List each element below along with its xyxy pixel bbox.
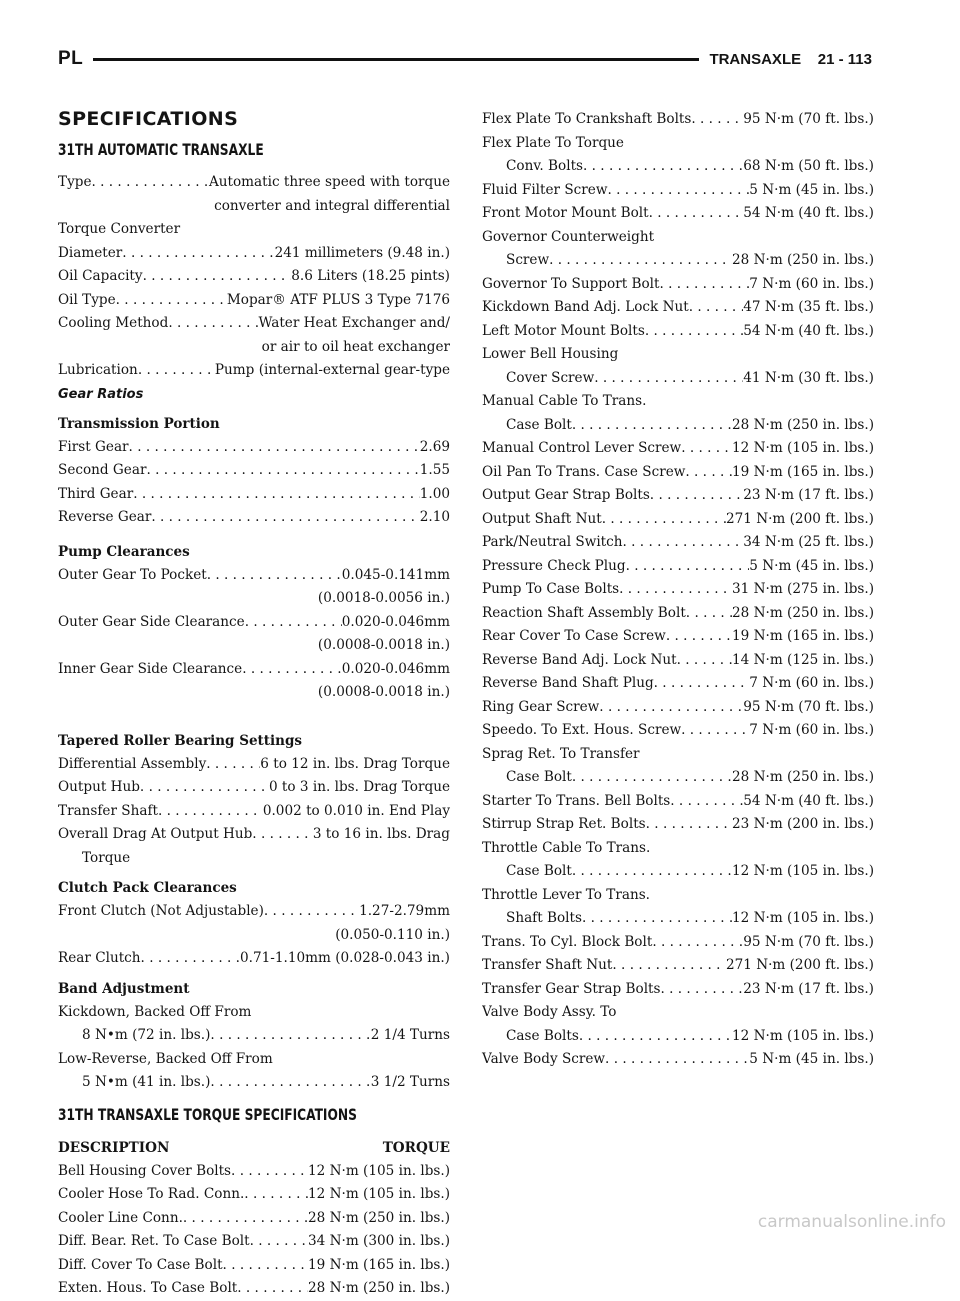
torque-row: Kickdown Band Adj. Lock Nut . . . 47 N·m (35 ft. lbs.): [482, 296, 874, 320]
band-row: 8 N•m (72 in. lbs.) . . . 2 1/4 Turns: [58, 1024, 450, 1048]
column-header-description: DESCRIPTION: [58, 1139, 170, 1156]
header-rule: [93, 58, 699, 61]
torque-row: Diff. Bear. Ret. To Case Bolt . . . 34 N·m (300 in. lbs.): [58, 1230, 450, 1254]
right-column: [482, 108, 874, 1072]
subheading-gear-ratios: Gear Ratios: [58, 386, 144, 402]
torque-row: Exten. Hous. To Case Bolt . . . 28 N·m (250 in. lbs.): [58, 1277, 450, 1301]
torque-row: Output Shaft Nut . . . 271 N·m (200 ft. lbs.): [482, 508, 874, 532]
section-heading-transaxle: 31TH AUTOMATIC TRANSAXLE: [58, 140, 264, 159]
watermark: carmanualsonline.info: [757, 1212, 946, 1232]
column-header-torque: TORQUE: [382, 1139, 450, 1156]
torque-row: Rear Cover To Case Screw . . . 19 N·m (165 in. lbs.): [482, 625, 874, 649]
clearance-row: Outer Gear Side Clearance . . . 0.020-0.046mm: [58, 611, 450, 635]
torque-row: Ring Gear Screw . . . 95 N·m (70 ft. lbs.): [482, 696, 874, 720]
bearing-row: Differential Assembly . . . 6 to 12 in. lbs. Drag Torque: [58, 753, 450, 777]
spec-continuation: (0.050-0.110 in.): [335, 926, 450, 943]
torque-row: Case Bolt . . . 12 N·m (105 in. lbs.): [482, 860, 874, 884]
spec-label: Torque Converter: [58, 221, 181, 237]
ratio-row: First Gear . . . 2.69: [58, 436, 450, 460]
torque-label: Lower Bell Housing: [482, 346, 619, 362]
torque-row: Flex Plate To Crankshaft Bolts . . . 95 N·m (70 ft. lbs.): [482, 108, 874, 132]
torque-row: Fluid Filter Screw . . . 5 N·m (45 in. lbs.): [482, 179, 874, 203]
spec-row: Cooling Method . . . Water Heat Exchanger and/: [58, 312, 450, 336]
torque-row: Pressure Check Plug . . . 5 N·m (45 in. lbs.): [482, 555, 874, 579]
torque-row: Left Motor Mount Bolts . . . 54 N·m (40 ft. lbs.): [482, 320, 874, 344]
spec-row: Type . . . Automatic three speed with torque: [58, 171, 450, 195]
group-title: Band Adjustment: [58, 980, 190, 997]
torque-row: Reaction Shaft Assembly Bolt . . . 28 N·m (250 in. lbs.): [482, 602, 874, 626]
torque-label: Manual Cable To Trans.: [482, 393, 647, 409]
torque-row: Cover Screw . . . 41 N·m (30 ft. lbs.): [482, 367, 874, 391]
clearance-row: Outer Gear To Pocket . . . 0.045-0.141mm: [58, 564, 450, 588]
torque-row: Reverse Band Adj. Lock Nut . . . 14 N·m (125 in. lbs.): [482, 649, 874, 673]
torque-row: Trans. To Cyl. Block Bolt . . . 95 N·m (70 ft. lbs.): [482, 931, 874, 955]
spec-continuation: (0.0008-0.0018 in.): [317, 684, 450, 700]
torque-row: Front Motor Mount Bolt . . . 54 N·m (40 ft. lbs.): [482, 202, 874, 226]
torque-row: Bell Housing Cover Bolts . . . 12 N·m (105 in. lbs.): [58, 1160, 450, 1184]
bearing-row: Transfer Shaft . . . 0.002 to 0.010 in. End Play: [58, 800, 450, 824]
spec-continuation: (0.0018-0.0056 in.): [317, 590, 450, 606]
group-title: Pump Clearances: [58, 543, 190, 560]
torque-label: Sprag Ret. To Transfer: [482, 745, 640, 762]
ratio-row: Third Gear . . . 1.00: [58, 483, 450, 507]
clutch-row: Rear Clutch . . . 0.71-1.10mm (0.028-0.043 in.): [58, 947, 450, 971]
torque-label: Governor Counterweight: [482, 228, 655, 245]
left-column: [58, 108, 450, 1301]
torque-row: Governor To Support Bolt . . . 7 N·m (60 in. lbs.): [482, 273, 874, 297]
torque-row: Valve Body Screw . . . 5 N·m (45 in. lbs.): [482, 1048, 874, 1072]
spec-row: Oil Capacity . . . 8.6 Liters (18.25 pints): [58, 265, 450, 289]
spec-continuation: converter and integral differential: [214, 197, 450, 214]
torque-row: Shaft Bolts . . . 12 N·m (105 in. lbs.): [482, 907, 874, 931]
torque-row: Reverse Band Shaft Plug . . . 7 N·m (60 in. lbs.): [482, 672, 874, 696]
bearing-row: Overall Drag At Output Hub . . . 3 to 16 in. lbs. Drag: [58, 823, 450, 847]
torque-row: Cooler Line Conn. . . . 28 N·m (250 in. lbs.): [58, 1207, 450, 1231]
torque-row: Output Gear Strap Bolts . . . 23 N·m (17 ft. lbs.): [482, 484, 874, 508]
torque-row: Cooler Hose To Rad. Conn. . . . 12 N·m (105 in. lbs.): [58, 1183, 450, 1207]
ratio-row: Reverse Gear . . . 2.10: [58, 506, 450, 530]
torque-row: Transfer Gear Strap Bolts . . . 23 N·m (17 ft. lbs.): [482, 978, 874, 1002]
group-title: Transmission Portion: [58, 415, 220, 432]
spec-label: Kickdown, Backed Off From: [58, 1003, 252, 1020]
torque-row: Stirrup Strap Ret. Bolts . . . 23 N·m (200 in. lbs.): [482, 813, 874, 837]
spec-row: Lubrication . . . Pump (internal-external gear-type: [58, 359, 450, 383]
torque-row: Park/Neutral Switch . . . 34 N·m (25 ft. lbs.): [482, 531, 874, 555]
group-title: Clutch Pack Clearances: [58, 880, 237, 896]
torque-row: Conv. Bolts . . . 68 N·m (50 ft. lbs.): [482, 155, 874, 179]
section-heading-torque: 31TH TRANSAXLE TORQUE SPECIFICATIONS: [58, 1104, 357, 1124]
spec-label: Low-Reverse, Backed Off From: [58, 1050, 273, 1067]
torque-row: Oil Pan To Trans. Case Screw . . . 19 N·m (165 in. lbs.): [482, 461, 874, 485]
group-title: Tapered Roller Bearing Settings: [58, 732, 302, 749]
torque-row: Speedo. To Ext. Hous. Screw . . . 7 N·m (60 in. lbs.): [482, 719, 874, 743]
torque-label: Throttle Cable To Trans.: [482, 839, 651, 856]
torque-row: Case Bolt . . . 28 N·m (250 in. lbs.): [482, 766, 874, 790]
header-section-code: PL: [58, 48, 84, 69]
torque-row: Transfer Shaft Nut . . . 271 N·m (200 ft. lbs.): [482, 954, 874, 978]
table-header: [58, 1136, 450, 1160]
bearing-row: Output Hub . . . 0 to 3 in. lbs. Drag Torque: [58, 776, 450, 800]
torque-row: Case Bolts . . . 12 N·m (105 in. lbs.): [482, 1025, 874, 1049]
spec-continuation: or air to oil heat exchanger: [261, 338, 450, 355]
page-header: [58, 46, 872, 72]
torque-label: Flex Plate To Torque: [482, 134, 624, 151]
torque-row: Diff. Cover To Case Bolt . . . 19 N·m (165 in. lbs.): [58, 1254, 450, 1278]
torque-label: Valve Body Assy. To: [482, 1004, 617, 1020]
torque-row: Case Bolt . . . 28 N·m (250 in. lbs.): [482, 414, 874, 438]
ratio-row: Second Gear . . . 1.55: [58, 459, 450, 483]
band-row: 5 N•m (41 in. lbs.) . . . 3 1/2 Turns: [58, 1071, 450, 1095]
torque-label: Throttle Lever To Trans.: [482, 886, 650, 903]
torque-row: Starter To Trans. Bell Bolts . . . 54 N·m (40 ft. lbs.): [482, 790, 874, 814]
spec-row: Oil Type . . . Mopar® ATF PLUS 3 Type 7176: [58, 289, 450, 313]
spec-continuation: (0.0008-0.0018 in.): [317, 637, 450, 653]
torque-row: Screw . . . 28 N·m (250 in. lbs.): [482, 249, 874, 273]
torque-row: Manual Control Lever Screw . . . 12 N·m (105 in. lbs.): [482, 437, 874, 461]
spec-continuation: Torque: [82, 849, 131, 866]
page-title: SPECIFICATIONS: [58, 108, 239, 130]
clearance-row: Inner Gear Side Clearance . . . 0.020-0.046mm: [58, 658, 450, 682]
header-page-title: TRANSAXLE 21 - 113: [709, 50, 872, 68]
spec-row: Diameter . . . 241 millimeters (9.48 in.): [58, 242, 450, 266]
torque-row: Pump To Case Bolts . . . 31 N·m (275 in. lbs.): [482, 578, 874, 602]
clutch-row: Front Clutch (Not Adjustable) . . . 1.27-2.79mm: [58, 900, 450, 924]
